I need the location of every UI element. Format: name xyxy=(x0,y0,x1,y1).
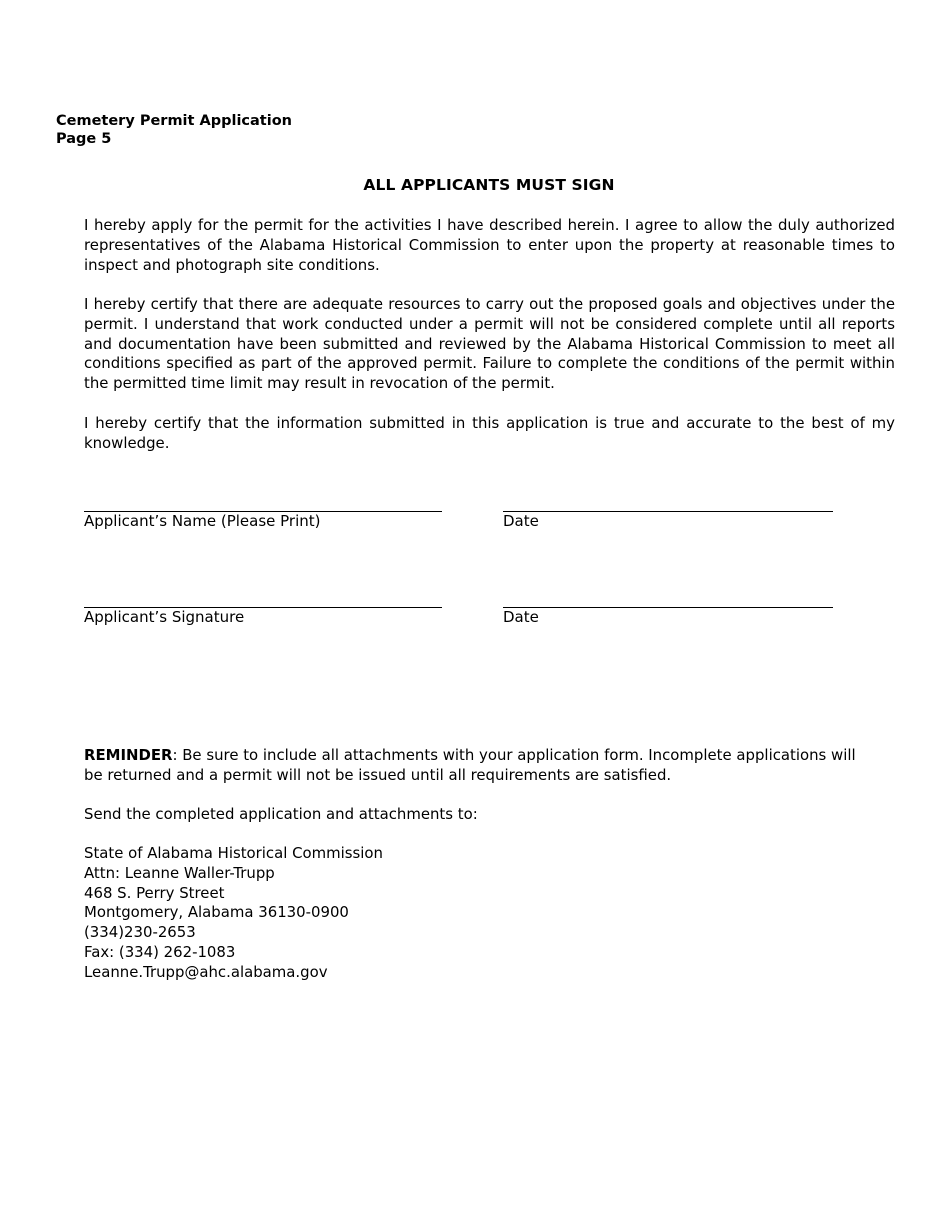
reminder-label: REMINDER xyxy=(84,746,173,764)
address-organization: State of Alabama Historical Commission xyxy=(84,844,383,862)
paragraph-permit-request: I hereby apply for the permit for the activities I have described herein. I agree to allow the duly authorized representatives of the Alabama Historical Commission to enter upon the property at reasonable times to inspect and photograph site conditions. xyxy=(84,216,895,274)
applicant-name-label: Applicant’s Name (Please Print) xyxy=(84,512,321,530)
address-email[interactable]: Leanne.Trupp@ahc.alabama.gov xyxy=(84,962,328,981)
address-attention: Attn: Leanne Waller-Trupp xyxy=(84,863,275,882)
date-label-1: Date xyxy=(503,512,539,530)
document-title: Cemetery Permit Application xyxy=(56,113,292,129)
reminder-note xyxy=(84,745,874,785)
address-city: Montgomery, Alabama 36130-0900 xyxy=(84,903,349,922)
page-number: Page 5 xyxy=(56,131,112,147)
mailing-address xyxy=(84,844,383,983)
send-instructions: Send the completed application and attachments to: xyxy=(84,805,478,823)
applicant-signature-label: Applicant’s Signature xyxy=(84,608,245,626)
address-phone: (334)230-2653 xyxy=(84,923,196,942)
page-header xyxy=(56,112,292,148)
address-fax: Fax: (334) 262-1083 xyxy=(84,942,236,961)
reminder-text: : Be sure to include all attachments with your application form. Incomplete applications will be returned and a permit will not be issued until all requirements are satisfied. xyxy=(84,746,856,784)
date-line-1[interactable] xyxy=(503,511,833,512)
date-line-2[interactable] xyxy=(503,607,833,608)
paragraph-resources-certification: I hereby certify that there are adequate resources to carry out the proposed goals and objectives under the permit. I understand that work conducted under a permit will not be considered complete until all reports and documentation have been submitted and reviewed by the Alabama Historical Commission to meet all conditions specified as part of the approved permit. Failure to complete the conditions of the permit within the permitted time limit may result in revocation of the permit. xyxy=(84,295,895,393)
paragraph-accuracy-certification: I hereby certify that the information submitted in this application is true and accurate to the best of my knowledge. xyxy=(84,414,895,452)
section-heading: ALL APPLICANTS MUST SIGN xyxy=(363,176,615,194)
address-street: 468 S. Perry Street xyxy=(84,883,225,902)
date-label-2: Date xyxy=(503,608,539,626)
